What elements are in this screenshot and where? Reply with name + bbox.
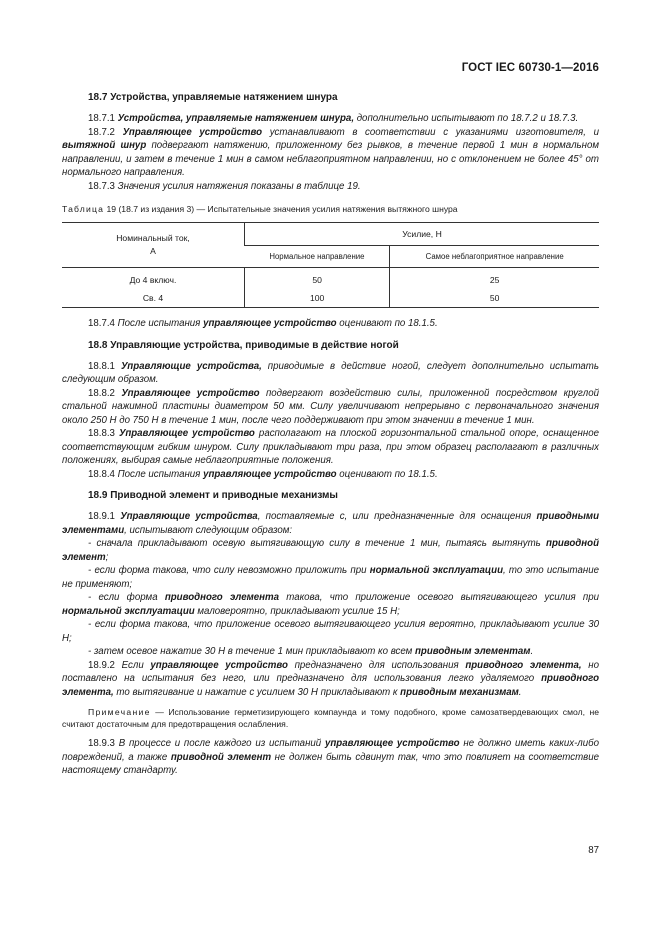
paragraph-18-9-3: 18.9.3 В процессе и после каждого из испытаний управляющее устройство не должно иметь каких-либо повреждений, а также приводной элемент не должен быть сдвинут так, что это повлияет на соответствие настоящему стандарту. — [62, 738, 600, 776]
rated-current-header: Номинальный ток, А — [62, 223, 245, 268]
section-18-7-title: 18.7 Устройства, управляемые натяжением шнура — [88, 92, 338, 103]
section-18-8-title: 18.8 Управляющие устройства, приводимые в действие ногой — [88, 339, 399, 351]
list-item: - если форма такова, что силу невозможно приложить при нормальной эксплуатации, то это испытание не применяют; — [62, 565, 599, 590]
paragraph-18-9-1: 18.9.1 Управляющие устройства, поставляемые с, или предназначенные для оснащения приводными элементами, испытывают следующим образом: — [62, 511, 599, 536]
normal-direction-header: Нормальное направление — [245, 245, 390, 268]
note: Примечание — Использование герметизирующего компаунда и тому подобного, кроме самозатвердевающих смол, не считают достаточным для предотвращения ослабления. — [62, 707, 599, 729]
force-header: Усилие, Н — [245, 223, 600, 246]
page-content — [62, 91, 599, 778]
page-number: 87 — [588, 845, 599, 856]
list-item: - затем осевое нажатие 30 Н в течение 1 мин прикладывают ко всем приводным элементам. — [88, 646, 534, 657]
table-caption: Таблица 19 (18.7 из издания 3) — Испытательные значения усилия натяжения вытяжного шнура — [62, 204, 458, 214]
paragraph-18-8-3: 18.8.3 Управляющее устройство располагают на плоской горизонтальной стальной опоре, оснащенное соответствующим гибким шнуром. Силу прикладывают три раза, при этом образец располагают в различных положениях, выбирая самые неблагоприятные положения. — [62, 428, 599, 466]
paragraph-18-8-2: 18.8.2 Управляющее устройство подвергают воздействию силы, приложенной посредством круглой стальной нажимной пластины диаметром 50 мм. Силу увеличивают непрерывно с первоначального значения около 250 Н до 750 Н в течение 1 мин, после чего поддерживают при этом значении в течение 1 мин. — [62, 387, 599, 426]
paragraph-18-7-4: 18.7.4 После испытания управляющее устройство оценивают по 18.1.5. — [88, 318, 438, 329]
list-item: - если форма приводного элемента такова, что приложение осевого вытягивающего усилия при нормальной эксплуатации маловероятно, прикладывают усилие 15 Н; — [62, 592, 599, 617]
paragraph-18-8-1: 18.8.1 Управляющие устройства, приводимые в действие ногой, следует дополнительно испытать следующим образом. — [62, 360, 599, 385]
paragraph-18-7-2: 18.7.2 Управляющее устройство устанавливают в соответствии с указаниями изготовителя, и вытяжной шнур подвергают натяжению, приложенному без рывков, в течение первой 1 мин в нормальном направлении, и затем в течение 1 мин в самом неблагоприятном направлении, но с отклонением не более 45° от нормального направления. — [62, 126, 599, 178]
paragraph-18-9-2: 18.9.2 Если управляющее устройство предназначено для использования приводного элемента, но поставлено на испытания без него, или предназначено для использования легко удаляемого приводного элемента, то вытягивание и нажатие с усилием 30 Н прикладывают к приводным механизмам. — [62, 659, 599, 698]
paragraph-18-7-3: 18.7.3 Значения усилия натяжения показаны в таблице 19. — [88, 180, 361, 192]
pull-force-table — [62, 222, 599, 308]
list-item: - сначала прикладывают осевую вытягивающую силу в течение 1 мин, пытаясь вытянуть приводной элемент; — [62, 538, 599, 563]
worst-direction-header: Самое неблагоприятное направление — [390, 245, 599, 268]
list-item: - если форма такова, что приложение осевого вытягивающего усилия вероятно, прикладывают усилие 30 Н; — [62, 619, 599, 644]
paragraph-18-8-4: 18.8.4 После испытания управляющее устройство оценивают по 18.1.5. — [88, 468, 438, 480]
paragraph-18-7-1: 18.7.1 Устройства, управляемые натяжением шнура, дополнительно испытывают по 18.7.2 и 18.7.3. — [88, 113, 579, 124]
table-row: Св. 4 100 50 — [62, 289, 599, 308]
table-row: До 4 включ. 50 25 — [62, 268, 599, 290]
section-18-9-title: 18.9 Приводной элемент и приводные механизмы — [88, 490, 338, 501]
standard-header: ГОСТ IEC 60730-1—2016 — [461, 62, 599, 74]
